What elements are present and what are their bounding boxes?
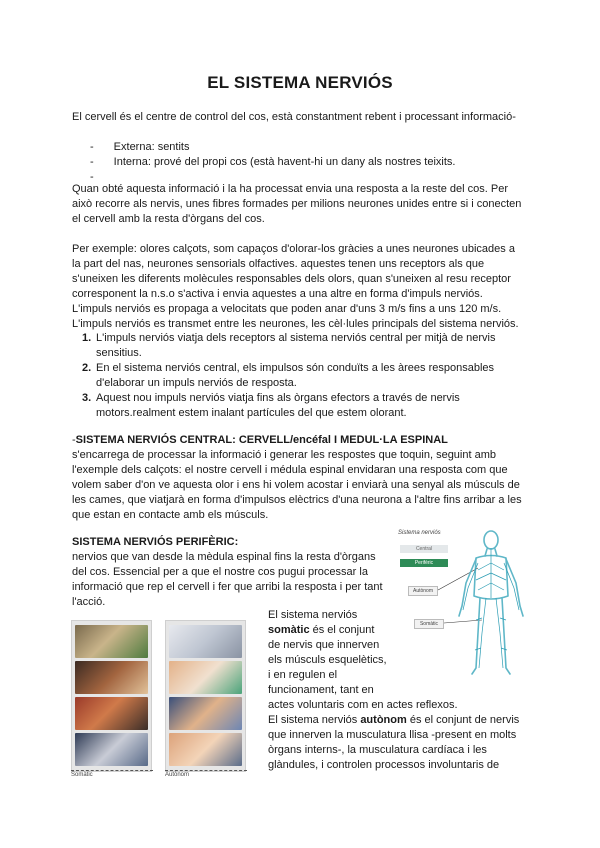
somatic-description: El sistema nerviós somàtic és el conjunt de nervis que innerven els músculs esquelètics, i en regulen el funcionament, tant en actes voluntaris com en actes reflexos. xyxy=(268,609,458,711)
intro-text: El cervell és el centre de control del cos, està constantment rebent i processant informació- xyxy=(72,111,516,123)
section-central-nervous-system: -SISTEMA NERVIÓS CENTRAL: CERVELL/encéfal I MEDUL·LA ESPINAL s'encarrega de processar la informació i generar les respostes que toquin, seguint amb l'exemple dels calçots: el nostre cervell i médula espinal envidaran una resposta com que volem saber d'on ve aquesta olor i ens hi volem acostar i enviarà una senyal als músculs de les cames, que viatjarà en forma d'impulsos elèctrics d'una neurona a l'altre fins arribar a les que estan en contacte amb els músculs. xyxy=(72,434,522,521)
bullet-item: - Externa: sentits xyxy=(90,141,190,153)
photo xyxy=(75,733,148,766)
diagram-label-autonomic: Autònom xyxy=(408,586,438,596)
nervous-system-diagram xyxy=(396,528,531,678)
diagram-box-peripheral: Perifèric xyxy=(400,559,448,567)
section-heading: SISTEMA NERVIÓS CENTRAL: CERVELL/encéfal I MEDUL·LA ESPINAL xyxy=(75,434,448,446)
step-item: 2. En el sistema nerviós central, els impulsos són conduïts a les àrees responsables d'elaborar un impuls nerviós de resposta. xyxy=(82,362,495,389)
photo xyxy=(75,697,148,730)
paragraph-response: Quan obté aquesta informació i la ha processat envia una resposta a la reste del cos. Per això recorre als nervis, unes fibres formades per milions neurones unides entre si i conecten el cervell amb la resta d'òrgans del cos. xyxy=(72,183,522,225)
autonomic-photo-collage xyxy=(165,620,246,772)
paragraph-example: Per exemple: olores calçots, som capaços d'olorar-los gràcies a unes neurones ubicades a la part del nas, neurones sensorials olfactives. aquestes tenen uns receptors als que s'uneixen les diferents molècules responsables dels olors, quan s'uneixen al resu receptor corresponent la n.s.o s'activa i envia aquestes a una altre en forma d'impuls nerviós. L'impuls nerviós es propaga a velocitats que poden anar d'uns 3 m/s fins a uns 120 m/s. L'impuls nerviós es transmet entre les neurones, les cèl·lules principals del sistema nerviós. xyxy=(72,243,519,330)
section-heading: SISTEMA NERVIÓS PERIFÈRIC: xyxy=(72,536,239,548)
photo xyxy=(169,733,242,766)
diagram-title: Sistema nerviós xyxy=(398,530,441,536)
somatic-photo-collage xyxy=(71,620,152,772)
photo xyxy=(169,661,242,694)
section-peripheral-nervous-system: SISTEMA NERVIÓS PERIFÈRIC: nervios que van desde la mèdula espinal fins la resta d'òrgans del cos. Essencial per a que el nostre cos pugui processar la informació que rep el cervell i fer que arribi la resposta i per tant l'acció. xyxy=(72,536,383,608)
somatic-caption: Somàtic xyxy=(71,772,93,778)
step-item: 1. L'impuls nerviós viatja dels receptors al sistema nerviós central per mitjà de nervis sensitius. xyxy=(82,332,496,359)
photo xyxy=(169,625,242,658)
photo xyxy=(75,625,148,658)
photo xyxy=(169,697,242,730)
step-item: 3. Aquest nou impuls nerviós viatja fins als òrgans efectors a través de nervis motors.realment estem inalant partícules del que estem olorant. xyxy=(82,392,460,419)
bullet-item: - xyxy=(90,171,94,183)
diagram-label-somatic: Somàtic xyxy=(414,619,444,629)
autonomic-caption: Autònom xyxy=(165,772,190,778)
autonomic-description: El sistema nerviós autònom és el conjunt de nervis que innerven la musculatura llisa -present en molts òrgans interns-, la musculatura cardíaca i les glàndules, i controlen processos involuntaris de xyxy=(268,714,520,771)
bullet-item: - Interna: prové del propi cos (està havent-hi un dany als nostres teixits. xyxy=(90,156,456,168)
steps-list xyxy=(72,331,496,421)
diagram-box-central: Central xyxy=(400,545,448,553)
page-title: EL SISTEMA NERVIÓS xyxy=(207,73,393,92)
human-body-figure xyxy=(396,528,531,678)
photo xyxy=(75,661,148,694)
